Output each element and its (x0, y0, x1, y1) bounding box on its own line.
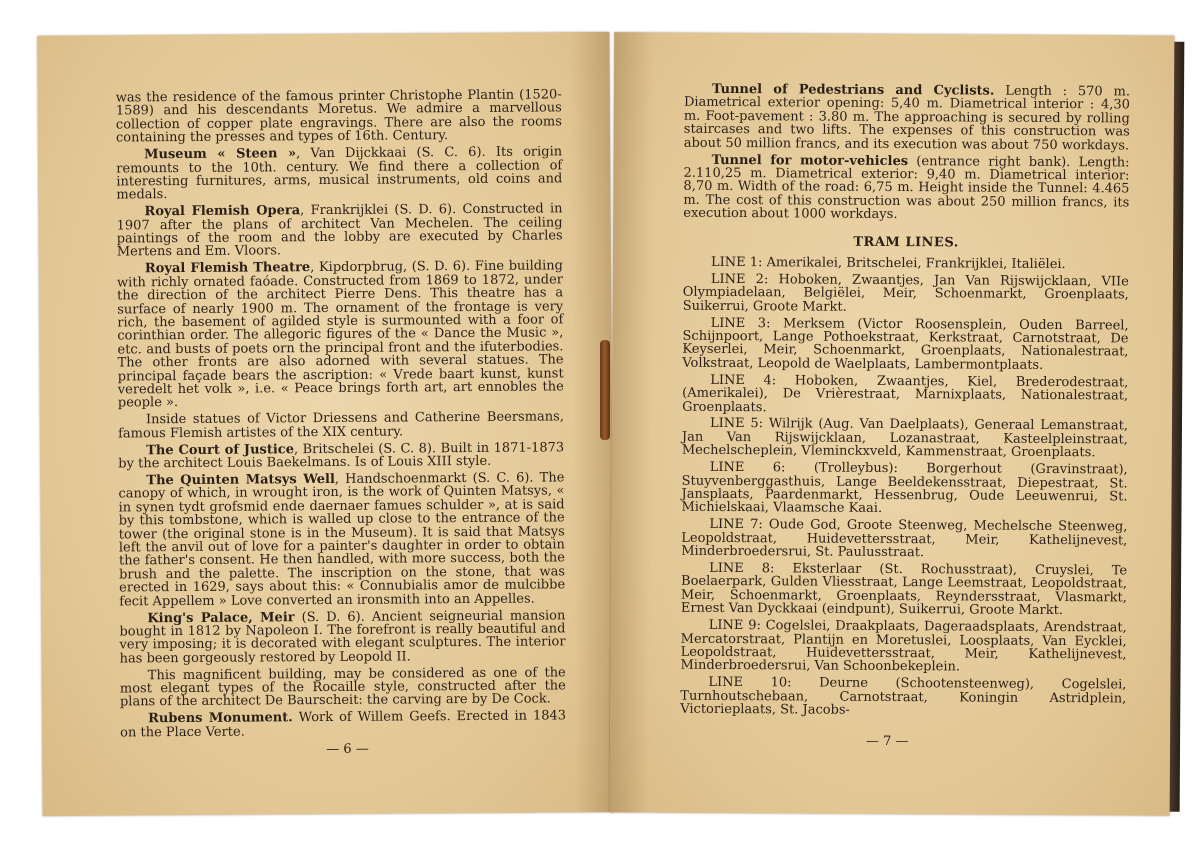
entry-quinten-matsys-well: The Quinten Matsys Well, Handschoenmarkt (S. C. 6). The canopy of which, in wrought iron, is the work of Quinten Matsys, « in synen tydt grofsmid ende daernaer famues schulder », at is said by this tombstone, which is walled up close to the entrance of the tower (the original stone is in the Museum). It is said that Matsys left the anvil out of love for a painter's daughter in order to obtain the father's consent. He then handled, with more success, both the brush and the palette. The inscription on the stone, that was erected in 1629, says about this: « Connubialis amor de mulcibbe fecit Appellem » Love converted an ironsmith into an Appelles. (118, 470, 566, 610)
binding-stitch (600, 340, 610, 440)
entry-statues: Inside statues of Victor Driessens and Catherine Beersmans, famous Flemish artistes of the XIX century. (118, 409, 565, 442)
tram-line-3: LINE 3: Merksem (Victor Roosensplein, Ouden Barreel, Schijnpoort, Lange Pothoekstraat, Kerkstraat, Carnotstraat, De Keyserlei, Meir, Schoenmarkt, Groenplaats, Nationalestraat, Volkstraat, Leopold de Waelplaats, Lambermontplaats. (682, 315, 1129, 373)
tram-line-2: LINE 2: Hoboken, Zwaantjes, Jan Van Rijswijcklaan, VIIe Olympiadelaan, Belgiëlei, Meir, Schoenmarkt, Groenplaats, Suikerrui, Groote Markt. (682, 271, 1129, 315)
tram-line-9: LINE 9: Cogelslei, Draakplaats, Dageraadsplaats, Arendstraat, Mercatorstraat, Plantijn en Moretuslei, Loosplaats, Van Eycklei, Leopoldstraat, Huidevettersstraat, Meir, Kathelijnevest, Minderbroedersrui, Van Schoonbekeplein. (680, 618, 1127, 675)
tram-line-6: LINE 6: (Trolleybus): Borgerhout (Gravinstraat), Stuyvenberggasthuis, Lange Beeldekensstraat, Diepestraat, St. Jansplaats, Paardenmarkt, Hessenbrug, Oude Leeuwenrui, St. Michielskaai, Vlaamsche Kaai. (681, 460, 1128, 517)
tram-line-8: LINE 8: Eksterlaar (St. Rochusstraat), Cruyslei, Te Boelaerpark, Gulden Vliesstraat, Lange Leemstraat, Leopoldstraat, Meir, Schoenmarkt, Groenplaats, Reyndersstraat, Vlasmarkt, Ernest Van Dyckkaai (eindpunt), Suikerrui, Groote Markt. (680, 560, 1128, 619)
left-page (37, 32, 614, 816)
tunnel-pedestrians: Tunnel of Pedestrians and Cyclists. Length : 570 m. Diametrical exterior opening: 5,40 m. Diametrical interior : 4,30 m. Foot-pavement : 3.80 m. The approaching is secured by rolling staircases and two lifts. The expenses of this construction was about 50 million francs, and its execution was about 750 workdays. (683, 81, 1131, 154)
tram-line-5: LINE 5: Wilrijk (Aug. Van Daelplaats), Generaal Lemanstraat, Jan Van Rijswijcklaan, Lozanastraat, Kasteelpleinstraat, Mechelscheplein, Vleminckxveld, Kammenstraat, Groenplaats. (681, 416, 1129, 461)
tram-line-1: LINE 1: Amerikalei, Britschelei, Frankrijklei, Italiëlei. (710, 254, 1066, 273)
intro-paragraph: was the residence of the famous printer Christophe Plantin (1520-1589) and his descendants Moretus. We admire a marvellous collection of copper plate engravings. There are also the rooms containing the presses and types of 16th. Century. (115, 87, 562, 146)
tram-line-7: LINE 7: Oude God, Groote Steenweg, Mechelsche Steenweg, Leopoldstraat, Huidevettersstraat, Meir, Kathelijnevest, Minderbroedersrui, St. Paulusstraat. (681, 517, 1128, 561)
open-booklet (28, 30, 1176, 820)
entry-kings-palace: King's Palace, Meir (S. D. 6). Ancient seigneurial mansion bought in 1812 by Napoleon I. The forefront is really beautiful and very imposing; it is decorated with elegant sculptures. The interior has been gorgeously restored by Leopold II. (119, 607, 566, 667)
entry-court-of-justice: The Court of Justice, Britschelei (S. C. 8). Built in 1871-1873 by the architect Louis Baekelmans. Is of Louis XIII style. (118, 439, 565, 472)
entry-rubens-monument: Rubens Monument. Work of Willem Geefs. Erected in 1843 on the Place Verte. (120, 708, 567, 741)
right-page (610, 32, 1175, 815)
entry-rocaille: This magnificent building, may be considered as one of the most elegant types of the Rocaille style, constructed after the plans of the architect De Baurscheit: the carving are by De Cock. (119, 664, 566, 710)
page-number-right: — 7 — (866, 733, 909, 750)
right-column (680, 83, 1130, 723)
entry-museum-steen: Museum « Steen », Van Dijckkaai (S. C. 6). Its origin remounts to the 10th. century. We find there a collection of interesting furnitures, arms, musical instruments, old coins and medals. (116, 144, 563, 203)
left-column (116, 88, 567, 743)
tram-lines-heading: TRAM LINES. (853, 234, 959, 250)
entry-royal-flemish-opera: Royal Flemish Opera, Frankrijklei (S. D. 6). Constructed in 1907 after the plans of architect Van Mechelen. The ceiling paintings of the room and the lobby are executed by Charles Mertens and Em. Vloors. (116, 201, 563, 260)
page-number-left: — 6 — (326, 741, 369, 758)
tram-line-4: LINE 4: Hoboken, Zwaantjes, Kiel, Brederodestraat, (Amerikalei), De Vrièrestraat, Marnixplaats, Nationalestraat, Groenplaats. (682, 372, 1129, 415)
tram-line-10: LINE 10: Deurne (Schootensteenweg), Cogelslei, Turnhoutschebaan, Carnotstraat, Koningin Astridplein, Victorieplaats, St. Jacobs- (680, 675, 1127, 718)
tunnel-motor-vehicles: Tunnel for motor-vehicles (entrance right bank). Length: 2.110,25 m. Diametrical exterior: 9,40 m. Diametrical interior: 8,70 m. Width of the road: 6,75 m. Height inside the Tunnel: 4.465 m. The cost of this construction was about 250 million francs, its execution about 1000 workdays. (683, 152, 1130, 223)
entry-royal-flemish-theatre: Royal Flemish Theatre, Kipdorpbrug, (S. D. 6). Fine building with richly ornated faóade. Constructed from 1869 to 1872, under the direction of the architect Pierre Dens. This theatre has a surface of nearly 1900 m. The ornament of the frontage is very rich, the basement of agilded style is surmounted with a foor of corinthian order. The allegoric figures of the « Dance the Music », etc. and busts of poets orn the principal front and the ifuterbodies. The other fronts are also adorned with several statues. The principal façade bears the ascription: « Vrede baart kunst, kunst veredelt het volk », i.e. « Peace brings forth art, art ennobles the people ». (116, 258, 564, 411)
